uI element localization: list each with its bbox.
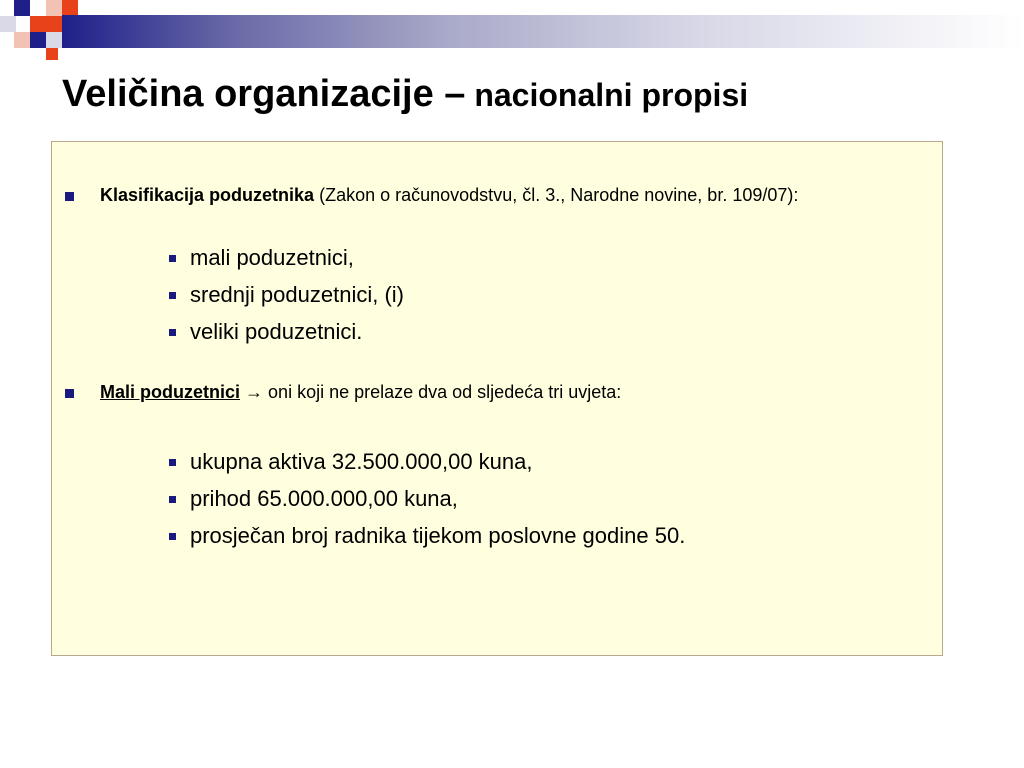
decor-square: [30, 32, 46, 48]
decor-square: [46, 16, 62, 32]
bullet-square-icon: [65, 389, 74, 398]
decor-square: [30, 16, 46, 32]
decor-square: [14, 0, 30, 16]
bullet-square-icon: [169, 292, 176, 299]
section2-item: ukupna aktiva 32.500.000,00 kuna,: [190, 449, 533, 474]
title-sub: nacionalni propisi: [474, 77, 749, 113]
arrow-right-icon: →: [245, 382, 264, 402]
decor-square: [0, 16, 16, 32]
decor-square: [14, 32, 30, 48]
bullet-square-icon: [169, 329, 176, 336]
section2-heading: Mali poduzetnici: [100, 382, 241, 402]
title-main: Veličina organizacije –: [62, 73, 466, 115]
section1-item: mali poduzetnici,: [190, 245, 354, 270]
section1-item: srednji poduzetnici, (i): [190, 282, 404, 307]
section1-paragraph: [100, 182, 920, 208]
bullet-square-icon: [169, 459, 176, 466]
decor-square: [62, 0, 78, 16]
section1-heading: Klasifikacija poduzetnika: [100, 185, 315, 205]
section2-text: oni koji ne prelaze dva od sljedeća tri uvjeta:: [268, 382, 622, 402]
slide-title: [62, 72, 748, 118]
section1-text: (Zakon o računovodstvu, čl. 3., Narodne novine, br. 109/07):: [319, 185, 799, 205]
bullet-square-icon: [169, 533, 176, 540]
decor-square: [46, 32, 62, 48]
section2-item: prihod 65.000.000,00 kuna,: [190, 486, 458, 511]
bullet-square-icon: [169, 496, 176, 503]
header-gradient-bar: [62, 15, 1024, 48]
section2-item: prosječan broj radnika tijekom poslovne godine 50.: [190, 523, 686, 548]
content-panel: [51, 141, 943, 656]
section1-item: veliki poduzetnici.: [190, 319, 363, 344]
bullet-square-icon: [169, 255, 176, 262]
bullet-square-icon: [65, 192, 74, 201]
decor-square: [46, 48, 58, 60]
section2-paragraph: [100, 379, 920, 405]
decor-square: [46, 0, 62, 16]
